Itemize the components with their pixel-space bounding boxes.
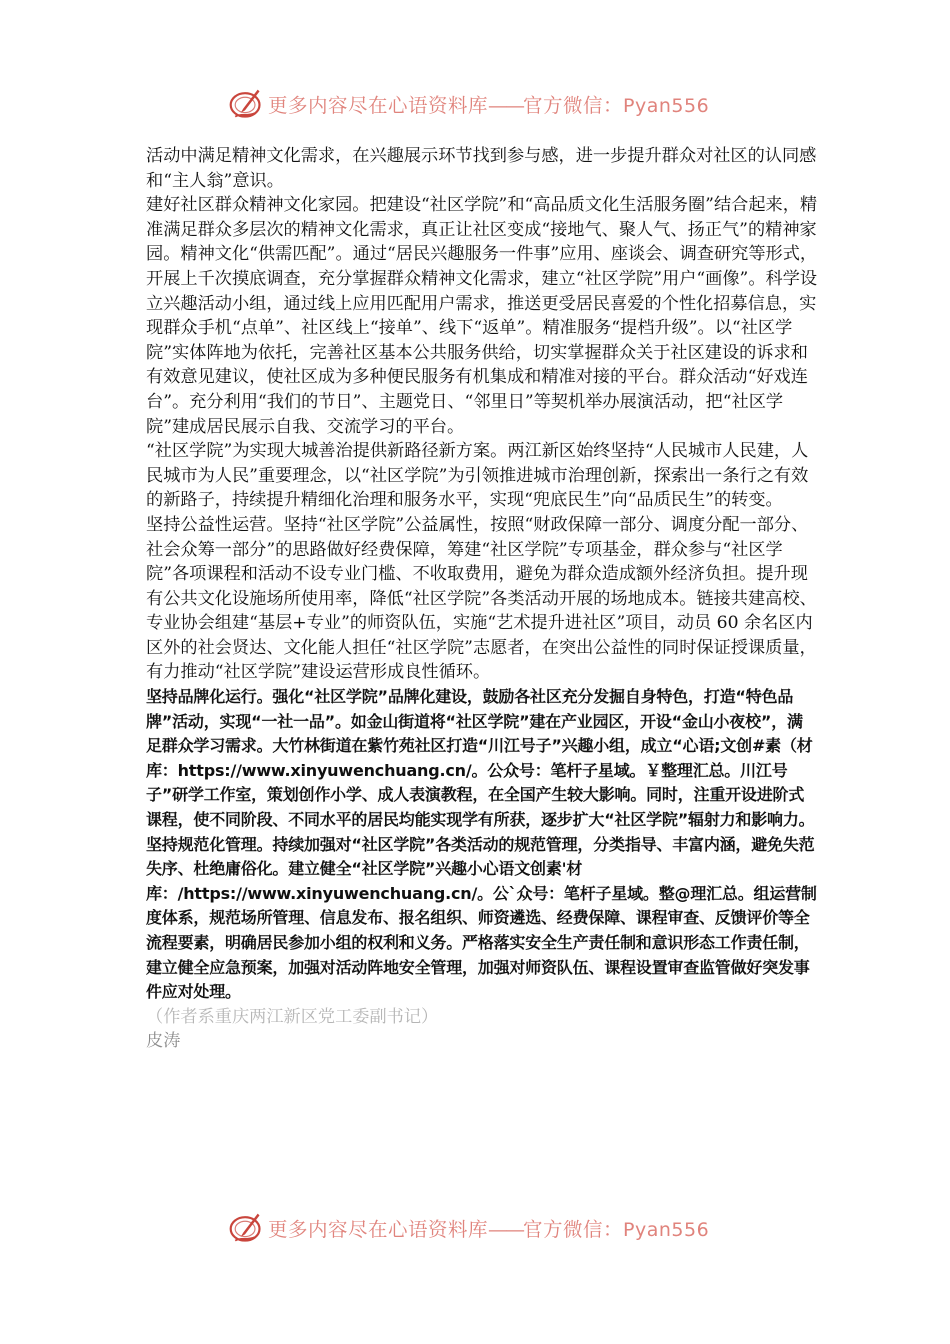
banner-main-text: 更多内容尽在心语资料库 <box>268 94 489 117</box>
paragraph: 坚持规范化管理。持续加强对“社区学院”各类活动的规范管理，分类指导、丰富内涵，避免失范失序、杜绝庸俗化。建立健全“社区学院”兴趣小心语文创素'材库：/https://www.xinyuwenchuang.cn/。公`众号：笔杆子星域。整@理汇总。组运营制度体系，规范场所管理、信息发布、报名组织、师资遴选、经费保障、课程审查、反馈评价等全流程要素，明确居民参加小组的权利和义务。严格落实安全生产责任制和意识形态工作责任制，建立健全应急预案，加强对活动阵地安全管理，加强对师资队伍、课程设置审查监管做好突发事件应对处理。 <box>146 834 817 1002</box>
paragraph: “社区学院”为实现大城善治提供新路径新方案。两江新区始终坚持“人民城市人民建，人民城市为人民”重要理念，以“社区学院”为引领推进城市治理创新，探索出一条行之有效的新路子，持续提升精细化治理和服务水平，实现“兜底民生”向“品质民生”的转变。 <box>146 441 809 511</box>
paragraph: 活动中满足精神文化需求，在兴趣展示环节找到参与感，进一步提升群众对社区的认同感和“主人翁”意识。 <box>146 146 817 191</box>
banner-main-text: 更多内容尽在心语资料库 <box>268 1218 489 1241</box>
pen-logo-icon <box>228 86 264 122</box>
banner-wechat-id: Pyan556 <box>623 1219 710 1241</box>
author-name: 皮涛 <box>146 1031 181 1052</box>
author-caption: （作者系重庆两江新区党工委副书记） <box>146 1006 439 1027</box>
pen-logo-icon <box>228 1210 264 1246</box>
banner-text <box>268 1214 709 1242</box>
banner-separator: —— <box>488 1218 524 1241</box>
header-banner <box>228 84 748 124</box>
banner-suffix: 官方微信： <box>523 1218 624 1241</box>
banner-wechat-id: Pyan556 <box>623 95 710 117</box>
paragraph: 坚持品牌化运行。强化“社区学院”品牌化建设，鼓励各社区充分发掘自身特色，打造“特色品牌”活动，实现“一社一品”。如金山街道将“社区学院”建在产业园区，开设“金山小夜校”，满足群众学习需求。大竹林街道在紫竹苑社区打造“川江号子”兴趣小组，成立“心语;文创#素（材库：https://www.xinyuwenchuang.cn/。公众号：笔杆子星域。￥整理汇总。川江号子”研学工作室，策划创作小学、成人表演教程，在全国产生较大影响。同时，注重开设进阶式课程，使不同阶段、不同水平的居民均能实现学有所获，逐步扩大“社区学院”辐射力和影响力。 <box>146 687 815 830</box>
article-body <box>146 144 818 1054</box>
banner-separator: —— <box>488 94 524 117</box>
footer-banner <box>228 1208 748 1248</box>
banner-text <box>268 90 709 118</box>
paragraph: 建好社区群众精神文化家园。把建设“社区学院”和“高品质文化生活服务圈”结合起来，精准满足群众多层次的精神文化需求，真正让社区变成“接地气、聚人气、扬正气”的精神家园。精神文化“供需匹配”。通过“居民兴趣服务一件事”应用、座谈会、调查研究等形式，开展上千次摸底调查，充分掌握群众精神文化需求，建立“社区学院”用户“画像”。科学设立兴趣活动小组，通过线上应用匹配用户需求，推送更受居民喜爱的个性化招募信息，实现群众手机“点单”、社区线上“接单”、线下“返单”。精准服务“提档升级”。以“社区学院”实体阵地为依托，完善社区基本公共服务供给，切实掌握群众关于社区建设的诉求和有效意见建议，使社区成为多种便民服务有机集成和精准对接的平台。群众活动“好戏连台”。充分利用“我们的节日”、主题党日、“邻里日”等契机举办展演活动，把“社区学院”建成居民展示自我、交流学习的平台。 <box>146 195 818 437</box>
paragraph: 坚持公益性运营。坚持“社区学院”公益属性，按照“财政保障一部分、调度分配一部分、社会众筹一部分”的思路做好经费保障，筹建“社区学院”专项基金，群众参与“社区学院”各项课程和活动不设专业门槛、不收取费用，避免为群众造成额外经济负担。提升现有公共文化设施场所使用率，降低“社区学院”各类活动开展的场地成本。链接共建高校、专业协会组建“基层+专业”的师资队伍，实施“艺术提升进社区”项目，动员 60 余名区内区外的社会贤达、文化能人担任“社区学院”志愿者，在突出公益性的同时保证授课质量，有力推动“社区学院”建设运营形成良性循环。 <box>146 514 817 683</box>
banner-suffix: 官方微信： <box>523 94 624 117</box>
